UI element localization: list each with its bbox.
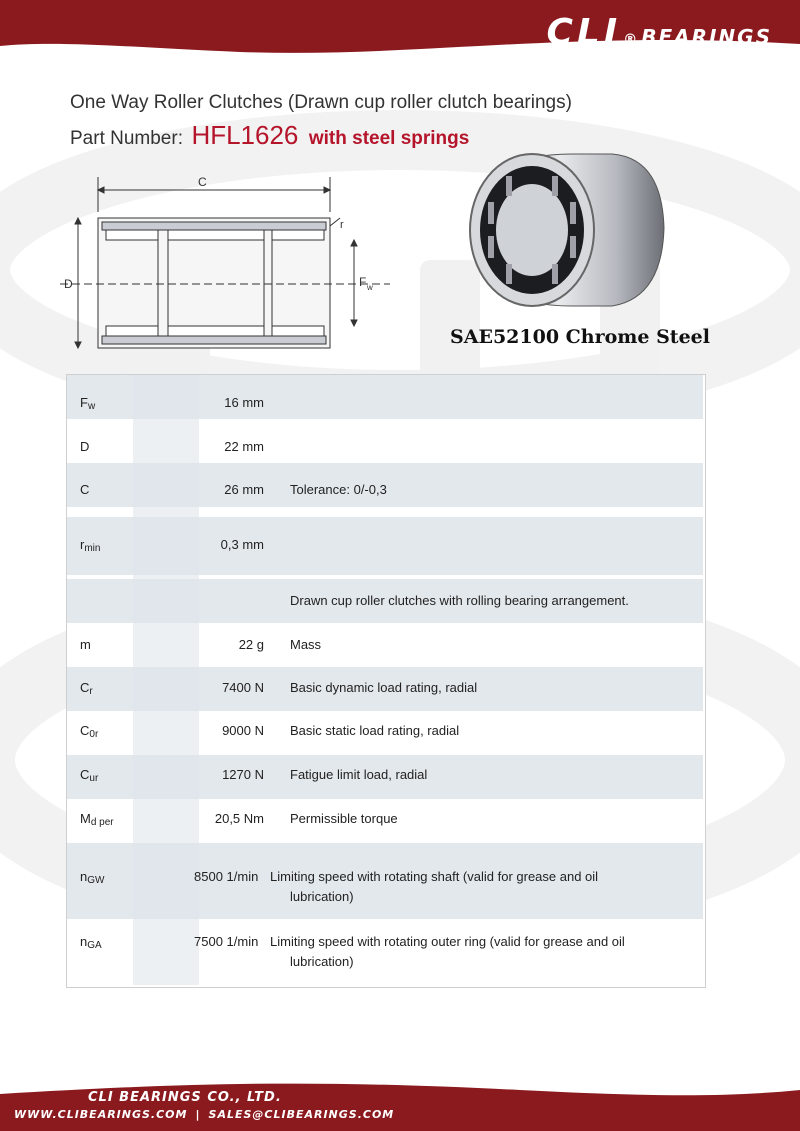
spec-value-md: 20,5 Nm bbox=[214, 811, 264, 826]
material-label: SAE52100 Chrome Steel bbox=[450, 326, 710, 348]
spec-symbol-nga: $n_{GA}$ bbox=[80, 934, 102, 951]
part-number-line bbox=[70, 120, 469, 151]
spec-value-ngw: 8500 1/min bbox=[194, 869, 259, 884]
spec-symbol-rmin: $r_{min}$ bbox=[80, 537, 101, 554]
spec-value-rmin: 0,3 mm bbox=[220, 537, 264, 552]
spec-value-c: 26 mm bbox=[224, 482, 264, 497]
spec-desc-md: Permissible torque bbox=[290, 811, 398, 826]
spec-desc-c0r: Basic static load rating, radial bbox=[290, 723, 460, 738]
drawing-label-fw-sub: w bbox=[367, 283, 373, 292]
spec-symbol-c0r: $C_{0r}$ bbox=[80, 723, 99, 740]
spec-desc-cur: Fatigue limit load, radial bbox=[290, 767, 428, 782]
drawing-label-r: r bbox=[340, 219, 344, 231]
spec-desc-ngw: Limiting speed with rotating shaft (valid for grease and oil lubrication) bbox=[270, 869, 599, 904]
spec-value-cr: 7400 N bbox=[222, 680, 264, 695]
drawing-label-fw: F bbox=[359, 275, 367, 289]
drawing-label-c: C bbox=[198, 175, 207, 189]
spec-symbol-m: m bbox=[80, 637, 91, 652]
spec-symbol-ngw: $n_{GW}$ bbox=[80, 869, 105, 886]
spec-symbol-c: C bbox=[80, 482, 90, 497]
spec-value-fw: 16 mm bbox=[224, 395, 264, 410]
spec-value-cur: 1270 N bbox=[222, 767, 264, 782]
technical-drawing bbox=[60, 172, 390, 352]
footer-contacts bbox=[14, 1108, 394, 1121]
drawing-label-d: D bbox=[64, 277, 73, 291]
spec-desc-c: Tolerance: 0/-0,3 bbox=[290, 482, 387, 497]
spec-symbol-cr: $C_r$ bbox=[80, 680, 93, 697]
spec-desc-nga: Limiting speed with rotating outer ring (valid for grease and oil lubrication) bbox=[270, 934, 625, 969]
page-title: One Way Roller Clutches (Drawn cup roller clutch bearings) bbox=[70, 92, 572, 113]
bearing-photo-icon bbox=[462, 148, 672, 318]
part-number-label: Part Number: bbox=[70, 128, 183, 149]
footer-website-link[interactable]: WWW.CLIBEARINGS.COM bbox=[14, 1108, 188, 1121]
part-number-value: HFL1626 bbox=[191, 120, 299, 150]
spec-desc-type: Drawn cup roller clutches with rolling bearing arrangement. bbox=[290, 593, 629, 608]
spec-desc-cr: Basic dynamic load rating, radial bbox=[290, 680, 478, 695]
spec-symbol-fw: $F_w$ bbox=[80, 395, 96, 412]
spec-symbol-cur: $C_{ur}$ bbox=[80, 767, 99, 784]
spec-symbol-md: $M_{d per}$ bbox=[80, 811, 114, 828]
spec-value-m: 22 g bbox=[238, 637, 264, 652]
footer-separator: | bbox=[195, 1108, 201, 1121]
spec-value-nga: 7500 1/min bbox=[194, 934, 259, 949]
footer-email-link[interactable]: SALES@CLIBEARINGS.COM bbox=[208, 1108, 395, 1121]
spec-value-d: 22 mm bbox=[224, 439, 264, 454]
cli-logo: CLI ® BEARINGS bbox=[546, 12, 772, 53]
spec-value-c0r: 9000 N bbox=[222, 723, 264, 738]
part-number-suffix: with steel springs bbox=[308, 128, 470, 149]
spec-symbol-d: D bbox=[80, 439, 90, 454]
footer-company: CLI BEARINGS CO., LTD. bbox=[88, 1090, 282, 1105]
spec-desc-m: Mass bbox=[290, 637, 322, 652]
